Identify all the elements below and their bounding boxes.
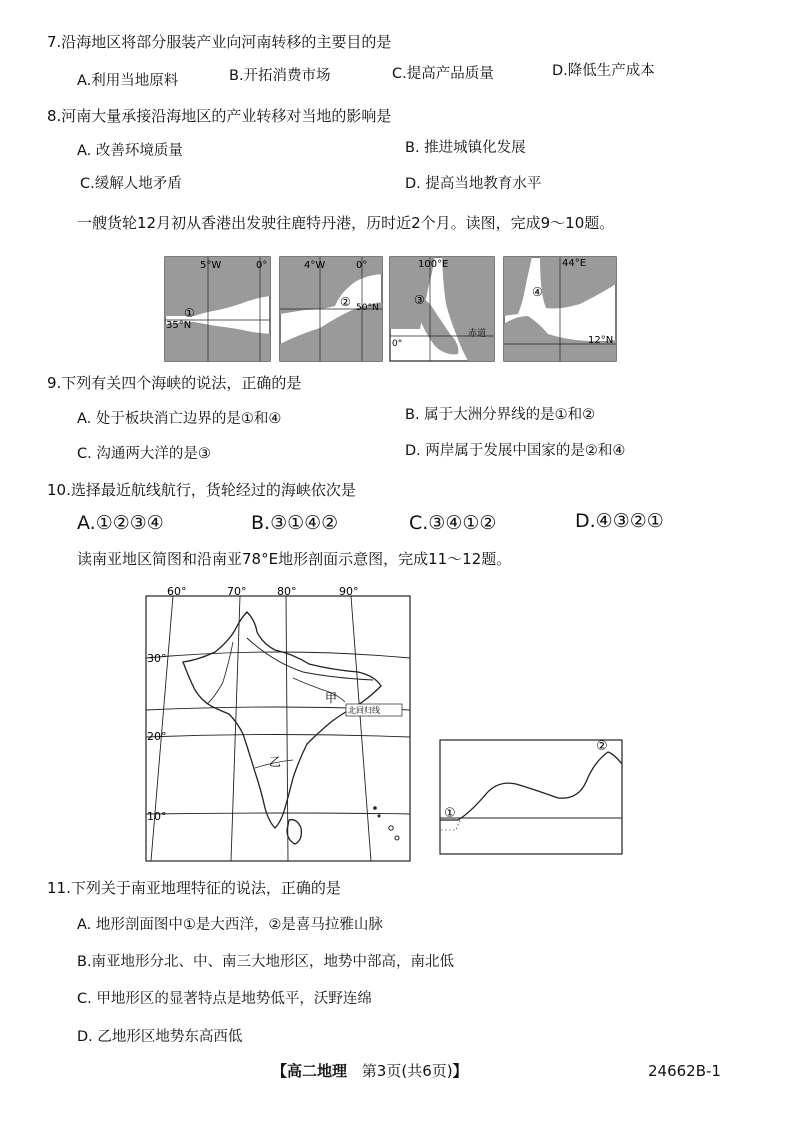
intro-11-12: 读南亚地区简图和沿南亚78°E地形剖面示意图，完成11～12题。: [77, 550, 512, 568]
map2-lon1: 4°W: [304, 260, 326, 271]
map-strait-4: [504, 257, 616, 361]
q11-option-c: C. 甲地形区的显著特点是地势低平，沃野连绵: [77, 991, 372, 1007]
label-yi: 乙: [269, 755, 282, 769]
map3-equator: 赤道: [468, 329, 487, 339]
q8-option-b: B. 推进城镇化发展: [405, 140, 526, 156]
lon-90: 90°: [339, 585, 359, 598]
label-jia: 甲: [325, 691, 338, 705]
q9-option-c: C. 沟通两大洋的是③: [77, 446, 211, 462]
q8-option-d: D. 提高当地教育水平: [405, 176, 542, 192]
q9-stem: 9.下列有关四个海峡的说法，正确的是: [47, 374, 302, 392]
map3-num: ③: [414, 293, 425, 307]
q11-option-a: A. 地形剖面图中①是大西洋，②是喜马拉雅山脉: [77, 917, 383, 933]
lon-80: 80°: [277, 585, 297, 598]
q7-stem: 7.沿海地区将部分服装产业向河南转移的主要目的是: [47, 33, 392, 51]
map1-num: ①: [184, 306, 195, 320]
profile-p2: ②: [596, 739, 608, 754]
map3-lat: 0°: [392, 339, 403, 349]
profile-p1: ①: [444, 806, 456, 821]
map3-lon: 100°E: [418, 259, 449, 270]
map4-lat: 12°N: [588, 335, 614, 346]
lon-70: 70°: [227, 585, 247, 598]
q10-option-a: A.①②③④: [77, 512, 164, 534]
map2-lat: 50°N: [356, 303, 379, 313]
q9-option-d: D. 两岸属于发展中国家的是②和④: [405, 443, 626, 459]
q8-option-c: C.缓解人地矛盾: [80, 176, 182, 192]
q10-option-b: B.③①④②: [251, 512, 339, 534]
lon-60: 60°: [167, 585, 187, 598]
footer-close: 】: [452, 1062, 468, 1080]
map1-lon2: 0°: [256, 260, 268, 271]
lat-20: 20°: [147, 730, 167, 743]
label-tropic: 北回归线: [348, 706, 380, 715]
south-asia-map: [143, 582, 413, 864]
q10-stem: 10.选择最近航线航行，货轮经过的海峡依次是: [47, 481, 356, 499]
intro-9-10: 一艘货轮12月初从香港出发驶往鹿特丹港，历时近2个月。读图，完成9～10题。: [77, 214, 615, 232]
q7-option-d: D.降低生产成本: [552, 63, 655, 79]
q11-option-d: D. 乙地形区地势东高西低: [77, 1029, 243, 1045]
strait-maps: [160, 254, 620, 364]
lat-10: 10°: [147, 810, 167, 823]
q7-option-c: C.提高产品质量: [392, 66, 494, 82]
lat-30: 30°: [147, 652, 167, 665]
q10-option-c: C.③④①②: [409, 512, 497, 534]
q9-option-b: B. 属于大洲分界线的是①和②: [405, 407, 596, 423]
footer-page: 第3页(共6页): [361, 1062, 453, 1080]
map4-lon: 44°E: [562, 258, 587, 269]
page-footer: [272, 1062, 468, 1080]
map2-num: ②: [340, 295, 351, 309]
footer-code: 24662B-1: [648, 1062, 721, 1080]
map1-lon1: 5°W: [200, 260, 222, 271]
map1-lat: 35°N: [166, 320, 192, 331]
map4-num: ④: [532, 285, 543, 299]
map2-lon2: 0°: [356, 260, 368, 271]
q8-stem: 8.河南大量承接沿海地区的产业转移对当地的影响是: [47, 107, 392, 125]
footer-subject: 【高二地理: [272, 1062, 348, 1080]
q9-option-a: A. 处于板块消亡边界的是①和④: [77, 411, 282, 427]
q11-stem: 11.下列关于南亚地理特征的说法，正确的是: [47, 879, 341, 897]
map-strait-2: [280, 257, 382, 361]
q7-option-b: B.开拓消费市场: [229, 68, 331, 84]
q10-option-d: D.④③②①: [575, 510, 664, 532]
terrain-profile: [436, 732, 626, 858]
q11-option-b: B.南亚地形分北、中、南三大地形区，地势中部高，南北低: [77, 954, 455, 970]
map-strait-1: [165, 257, 270, 361]
q8-option-a: A. 改善环境质量: [77, 143, 183, 159]
map-strait-3: [390, 257, 494, 361]
q7-option-a: A.利用当地原料: [77, 73, 179, 89]
